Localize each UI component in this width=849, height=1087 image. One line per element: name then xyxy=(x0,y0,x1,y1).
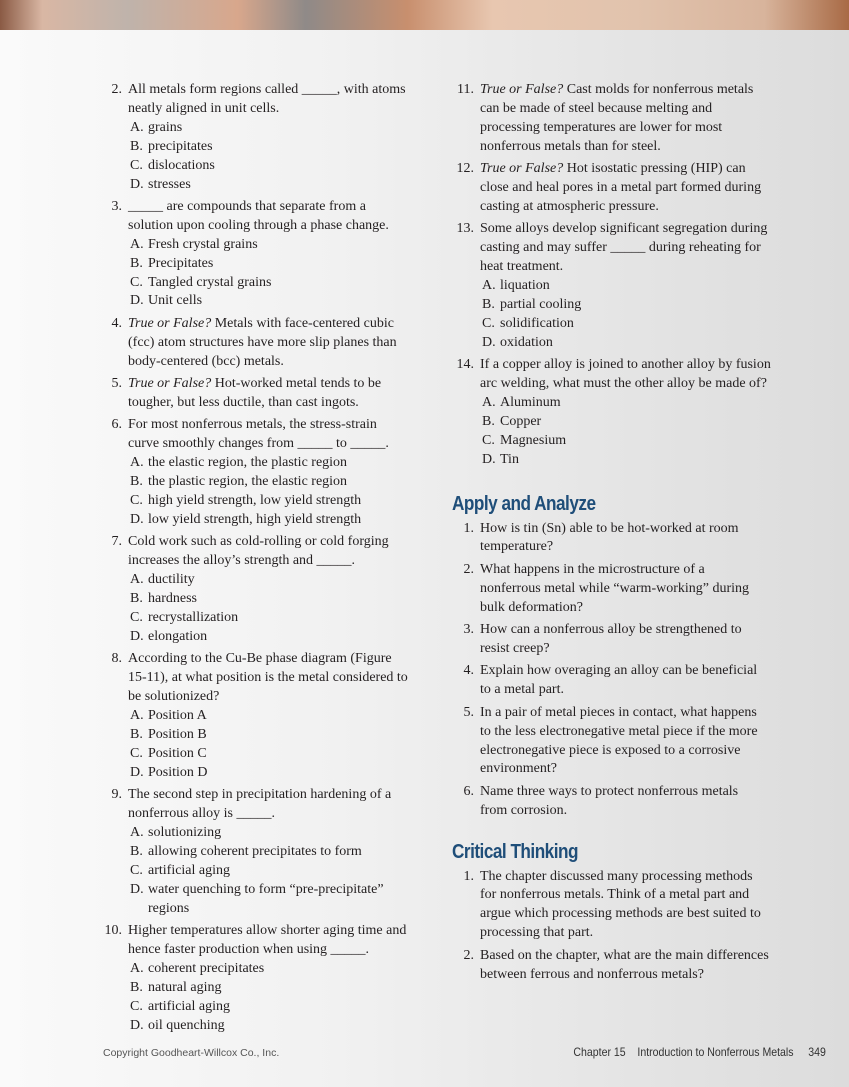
question-text-line xyxy=(480,538,802,557)
option-text: allowing coherent precipitates to form xyxy=(148,843,362,859)
option-text: Copper xyxy=(500,413,542,429)
question-text: body-centered (bcc) metals. xyxy=(128,353,284,369)
option-letter: B. xyxy=(130,726,143,742)
question-text: tougher, but less ductile, than cast ingots. xyxy=(128,395,359,410)
question-number: 4. xyxy=(463,663,474,679)
option-letter: B. xyxy=(130,591,143,607)
question-text-line xyxy=(128,941,440,960)
answer-option xyxy=(128,492,440,511)
question-text-line xyxy=(128,81,440,100)
question-text-line xyxy=(480,81,802,100)
question-item xyxy=(452,662,802,700)
option-letter: A. xyxy=(130,708,144,723)
question-text: between ferrous and nonferrous metals? xyxy=(480,966,704,982)
option-text: liquation xyxy=(500,278,550,294)
question-text: arc welding, what must the other alloy be made of? xyxy=(480,376,767,392)
question-item xyxy=(452,520,802,558)
answer-option xyxy=(128,274,440,293)
question-text: curve smoothly changes from _____ to _____. xyxy=(128,436,389,452)
answer-option xyxy=(128,843,440,862)
right-column xyxy=(452,81,802,988)
question-text-line xyxy=(480,220,802,239)
question-text: solution upon cooling through a phase change. xyxy=(128,217,389,233)
option-letter: B. xyxy=(130,138,143,154)
question-text: How is tin (Sn) able to be hot-worked at room xyxy=(480,520,739,536)
question-text: casting at atmospheric pressure. xyxy=(480,198,659,214)
question-number: 4. xyxy=(111,315,122,331)
option-text: Magnesium xyxy=(500,432,567,448)
question-item xyxy=(100,198,440,311)
option-text: Tin xyxy=(500,451,519,467)
question-text: nonferrous metals than for steel. xyxy=(480,138,661,154)
option-text: Position B xyxy=(148,726,207,742)
answer-option xyxy=(128,707,440,726)
option-text: elongation xyxy=(148,628,208,644)
question-text-line xyxy=(128,198,440,217)
question-text-line xyxy=(480,138,802,157)
question-text-line xyxy=(480,924,802,943)
question-item xyxy=(452,947,802,985)
question-text: According to the Cu-Be phase diagram (Figure xyxy=(128,651,392,667)
option-letter: A. xyxy=(130,572,144,588)
question-text-line xyxy=(480,599,802,618)
question-text: electronegative piece is exposed to a corrosive xyxy=(480,742,741,758)
answer-option xyxy=(480,334,802,353)
question-text-line xyxy=(480,621,802,640)
page-number: 349 xyxy=(808,1045,826,1059)
option-text: water quenching to form “pre-precipitate” xyxy=(148,881,384,897)
question-text-line xyxy=(128,217,440,236)
question-number: 7. xyxy=(111,534,122,550)
question-text: to a metal part. xyxy=(480,682,564,698)
option-letter: C. xyxy=(130,274,143,290)
option-text: Position C xyxy=(148,745,207,761)
answer-option xyxy=(128,176,440,195)
option-letter: D. xyxy=(482,334,496,350)
question-text-line xyxy=(480,356,802,375)
option-letter: D. xyxy=(130,293,144,309)
question-text: resist creep? xyxy=(480,640,550,656)
question-text-line xyxy=(480,905,802,924)
question-text-line xyxy=(480,198,802,217)
question-text-line xyxy=(128,416,440,435)
option-letter: C. xyxy=(130,745,143,761)
question-text: Some alloys develop significant segregation during xyxy=(480,221,768,237)
option-text: Position D xyxy=(148,764,208,780)
question-number: 2. xyxy=(463,947,474,963)
option-letter: C. xyxy=(482,432,495,448)
option-letter: A. xyxy=(130,960,144,976)
option-letter: C. xyxy=(130,998,143,1014)
question-text: be solutionized? xyxy=(128,689,220,705)
question-number: 1. xyxy=(463,520,474,536)
question-text-line xyxy=(480,704,802,723)
chapter-label: Chapter 15 xyxy=(573,1045,626,1059)
question-text: In a pair of metal pieces in contact, what happens xyxy=(480,704,757,720)
option-text: precipitates xyxy=(148,138,213,154)
option-letter: D. xyxy=(130,764,144,780)
option-text: low yield strength, high yield strength xyxy=(148,511,362,527)
question-text: processing temperatures are lower for most xyxy=(480,119,723,135)
question-text: argue which processing methods are best suited to xyxy=(480,906,761,922)
question-text-line xyxy=(128,375,440,394)
answer-option xyxy=(128,960,440,979)
answer-option xyxy=(480,413,802,432)
question-text-line xyxy=(128,786,440,805)
option-text: stresses xyxy=(148,176,191,192)
question-text: The second step in precipitation hardening of a xyxy=(128,787,392,803)
question-number: 3. xyxy=(463,622,474,638)
true-false-label: True or False? xyxy=(480,161,564,177)
option-letter: C. xyxy=(130,862,143,878)
option-letter: D. xyxy=(130,628,144,644)
question-text: For most nonferrous metals, the stress-strain xyxy=(128,417,377,433)
question-text-line xyxy=(128,688,440,707)
question-text: How can a nonferrous alloy be strengthened to xyxy=(480,622,742,638)
question-text: Hot-worked metal tends to be xyxy=(211,376,382,392)
answer-option xyxy=(480,277,802,296)
answer-option xyxy=(128,119,440,138)
question-text-line xyxy=(480,640,802,659)
question-number: 14. xyxy=(456,357,474,373)
question-number: 12. xyxy=(456,161,474,177)
answer-option xyxy=(480,315,802,334)
answer-option xyxy=(128,1017,440,1036)
question-text-line xyxy=(480,868,802,887)
option-letter: C. xyxy=(130,493,143,509)
question-text: close and heal pores in a metal part formed during xyxy=(480,180,762,196)
question-number: 2. xyxy=(111,82,122,97)
question-item xyxy=(452,783,802,821)
option-text: coherent precipitates xyxy=(148,960,265,976)
question-text-line xyxy=(128,394,440,413)
question-text-line xyxy=(480,723,802,742)
answer-option xyxy=(480,451,802,470)
answer-option xyxy=(128,824,440,843)
answer-option xyxy=(128,571,440,590)
option-text: solidification xyxy=(500,315,574,331)
question-item xyxy=(452,621,802,659)
option-text: Position A xyxy=(148,708,207,723)
question-number: 1. xyxy=(463,868,474,884)
copyright: Copyright Goodheart-Willcox Co., Inc. xyxy=(103,1047,280,1059)
question-text-line xyxy=(128,353,440,372)
answer-option xyxy=(480,394,802,413)
answer-option xyxy=(128,138,440,157)
question-text: Metals with face-centered cubic xyxy=(211,315,394,331)
question-item xyxy=(100,786,440,918)
answer-option xyxy=(128,609,440,628)
option-text: artificial aging xyxy=(148,862,231,878)
question-text-line xyxy=(480,947,802,966)
question-text: Based on the chapter, what are the main differences xyxy=(480,947,769,963)
question-text: casting and may suffer _____ during reheating for xyxy=(480,240,761,256)
question-text: heat treatment. xyxy=(480,259,564,275)
option-letter: D. xyxy=(130,881,144,897)
question-text: What happens in the microstructure of a xyxy=(480,561,705,577)
option-letter: B. xyxy=(130,979,143,995)
question-text-line xyxy=(128,334,440,353)
question-text: Higher temperatures allow shorter aging time and xyxy=(128,922,407,938)
question-text: _____ are compounds that separate from a xyxy=(128,198,366,214)
question-text: nonferrous alloy is _____. xyxy=(128,806,275,822)
question-text-line xyxy=(480,160,802,179)
question-text: for nonferrous metals. Think of a metal part and xyxy=(480,887,750,903)
question-text: All metals form regions called _____, with atoms xyxy=(128,82,406,97)
question-number: 2. xyxy=(463,561,474,577)
option-text: partial cooling xyxy=(500,296,582,312)
option-letter: A. xyxy=(482,278,496,294)
option-letter: B. xyxy=(482,296,495,312)
question-text-line xyxy=(480,580,802,599)
answer-option xyxy=(128,255,440,274)
answer-option xyxy=(128,628,440,647)
option-letter: A. xyxy=(130,236,144,252)
question-text: The chapter discussed many processing methods xyxy=(480,868,753,884)
option-letter: D. xyxy=(130,1017,144,1033)
chapter-title: Introduction to Nonferrous Metals xyxy=(637,1045,794,1059)
answer-option xyxy=(128,454,440,473)
answer-option xyxy=(128,292,440,311)
question-number: 10. xyxy=(104,922,122,938)
question-text: processing that part. xyxy=(480,925,594,941)
question-number: 8. xyxy=(111,651,122,667)
option-letter: C. xyxy=(482,315,495,331)
question-item xyxy=(452,868,802,944)
question-text: Name three ways to protect nonferrous metals xyxy=(480,783,739,799)
option-text: solutionizing xyxy=(148,824,222,840)
question-text: increases the alloy’s strength and _____. xyxy=(128,553,356,569)
question-text-line xyxy=(480,802,802,821)
option-letter: A. xyxy=(130,119,144,135)
answer-option xyxy=(128,726,440,745)
question-number: 11. xyxy=(457,82,474,97)
question-text-line xyxy=(480,760,802,779)
option-letter: B. xyxy=(130,843,143,859)
option-letter: C. xyxy=(130,157,143,173)
question-item xyxy=(100,375,440,413)
page-footer xyxy=(574,1045,826,1059)
question-item xyxy=(100,315,440,372)
option-text: oxidation xyxy=(500,334,553,350)
answer-option xyxy=(128,473,440,492)
question-number: 5. xyxy=(111,376,122,392)
answer-option xyxy=(128,998,440,1017)
question-number: 6. xyxy=(111,417,122,433)
question-number: 13. xyxy=(456,221,474,237)
option-text: Fresh crystal grains xyxy=(148,236,258,252)
question-text-line xyxy=(480,742,802,761)
answer-option xyxy=(480,296,802,315)
answer-option xyxy=(128,881,440,900)
question-item xyxy=(100,533,440,646)
question-text-line xyxy=(128,669,440,688)
question-text: If a copper alloy is joined to another alloy by fusion xyxy=(480,357,771,373)
question-text-line xyxy=(480,886,802,905)
left-column xyxy=(100,81,440,1039)
answer-option xyxy=(128,900,440,919)
question-text-line xyxy=(480,966,802,985)
question-text-line xyxy=(480,239,802,258)
option-text: Tangled crystal grains xyxy=(148,274,272,290)
question-item xyxy=(452,81,802,157)
option-letter: C. xyxy=(130,609,143,625)
question-text-line xyxy=(480,375,802,394)
option-letter: B. xyxy=(130,474,143,490)
question-text-line xyxy=(128,922,440,941)
option-letter: D. xyxy=(482,451,496,467)
question-item xyxy=(100,81,440,194)
question-text: neatly aligned in unit cells. xyxy=(128,100,280,116)
question-text-line xyxy=(480,258,802,277)
question-text-line xyxy=(128,100,440,119)
question-text-line xyxy=(480,783,802,802)
answer-option xyxy=(128,764,440,783)
option-text: the plastic region, the elastic region xyxy=(148,474,348,490)
option-text: recrystallization xyxy=(148,609,239,625)
header-banner-image xyxy=(0,0,849,30)
answer-option xyxy=(128,979,440,998)
true-false-label: True or False? xyxy=(128,376,212,392)
question-number: 5. xyxy=(463,704,474,720)
question-text: Explain how overaging an alloy can be beneficial xyxy=(480,663,758,679)
question-text-line xyxy=(480,179,802,198)
option-letter: A. xyxy=(130,455,144,471)
question-text: Cold work such as cold-rolling or cold forging xyxy=(128,534,389,550)
true-false-label: True or False? xyxy=(128,315,212,331)
question-text-line xyxy=(128,552,440,571)
option-text: regions xyxy=(148,900,190,916)
answer-option xyxy=(128,745,440,764)
question-number: 3. xyxy=(111,198,122,214)
answer-option xyxy=(128,862,440,881)
option-text: the elastic region, the plastic region xyxy=(148,455,348,471)
option-letter: A. xyxy=(482,395,496,410)
option-text: ductility xyxy=(148,572,195,588)
question-text: can be made of steel because melting and xyxy=(480,100,713,116)
question-text: environment? xyxy=(480,761,557,777)
question-text: Cast molds for nonferrous metals xyxy=(563,82,754,97)
answer-option xyxy=(128,590,440,609)
option-letter: B. xyxy=(130,255,143,271)
option-text: grains xyxy=(148,119,183,135)
question-text: (fcc) atom structures have more slip planes than xyxy=(128,334,397,350)
question-text-line xyxy=(128,805,440,824)
question-item xyxy=(452,160,802,217)
answer-option xyxy=(128,511,440,530)
option-text: oil quenching xyxy=(148,1017,225,1033)
option-letter: A. xyxy=(130,824,144,840)
critical-thinking-heading: Critical Thinking xyxy=(452,840,578,863)
answer-option xyxy=(128,157,440,176)
question-text-line xyxy=(128,315,440,334)
question-text: nonferrous metal while “warm-working” during xyxy=(480,580,750,596)
option-text: Unit cells xyxy=(148,293,203,309)
question-text: Hot isostatic pressing (HIP) can xyxy=(563,161,746,177)
option-letter: D. xyxy=(130,511,144,527)
option-text: high yield strength, low yield strength xyxy=(148,493,362,509)
question-text-line xyxy=(128,650,440,669)
answer-option xyxy=(128,236,440,255)
question-text-line xyxy=(480,662,802,681)
question-number: 6. xyxy=(463,783,474,799)
question-text-line xyxy=(128,533,440,552)
question-item xyxy=(452,356,802,469)
apply-analyze-heading: Apply and Analyze xyxy=(452,492,596,515)
question-text-line xyxy=(480,119,802,138)
question-text-line xyxy=(480,681,802,700)
option-text: artificial aging xyxy=(148,998,231,1014)
question-text-line xyxy=(480,561,802,580)
question-text: temperature? xyxy=(480,539,554,555)
question-text-line xyxy=(480,100,802,119)
question-text: to the less electronegative metal piece if the more xyxy=(480,723,758,739)
option-text: dislocations xyxy=(148,157,215,173)
option-letter: B. xyxy=(482,413,495,429)
option-text: Aluminum xyxy=(500,395,561,410)
question-number: 9. xyxy=(111,787,122,803)
question-text-line xyxy=(480,520,802,539)
option-letter: D. xyxy=(130,176,144,192)
question-item xyxy=(452,220,802,352)
question-item xyxy=(100,922,440,1035)
option-text: natural aging xyxy=(148,979,222,995)
question-text: 15-11), at what position is the metal considered to xyxy=(128,670,408,686)
option-text: hardness xyxy=(148,591,197,607)
question-item xyxy=(100,416,440,529)
question-text: from corrosion. xyxy=(480,802,568,818)
option-text: Precipitates xyxy=(148,255,214,271)
question-text: hence faster production when using _____. xyxy=(128,941,370,957)
true-false-label: True or False? xyxy=(480,82,564,97)
question-text: bulk deformation? xyxy=(480,599,584,615)
question-text-line xyxy=(128,435,440,454)
question-item xyxy=(452,704,802,780)
answer-option xyxy=(480,432,802,451)
question-item xyxy=(100,650,440,782)
question-item xyxy=(452,561,802,618)
